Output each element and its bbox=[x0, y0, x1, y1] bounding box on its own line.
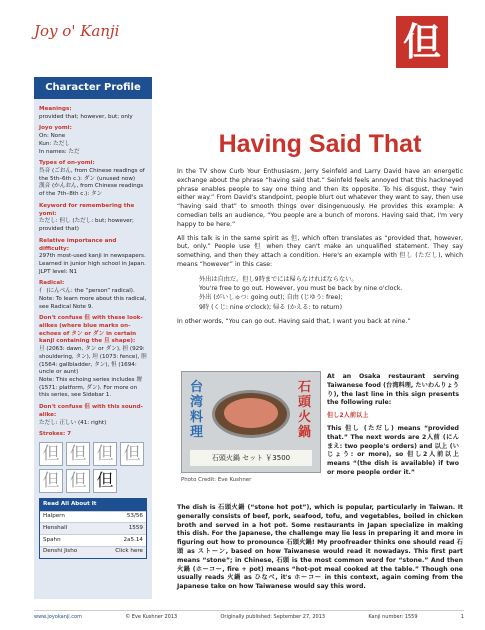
radical-label: Radical: bbox=[39, 280, 65, 287]
name-yomi: In names: ただ bbox=[39, 148, 80, 155]
reference-name: Henshall bbox=[43, 524, 68, 531]
article-body bbox=[177, 168, 463, 332]
types-kanon: 漢音 (かんおん, from Chinese readings of the 7th–8th c.): タン bbox=[39, 183, 144, 198]
restaurant-sign-photo bbox=[181, 371, 321, 473]
denshi-jisho-link[interactable]: Click here bbox=[115, 548, 143, 555]
site-logo bbox=[34, 22, 119, 40]
stroke-step: 但 bbox=[120, 442, 144, 466]
reference-row bbox=[40, 522, 146, 534]
sign-right-text: 石頭火鍋 bbox=[298, 380, 312, 440]
reference-value: 53/56 bbox=[126, 513, 143, 520]
types-label: Types of on-yomi: bbox=[39, 160, 95, 167]
reference-value: 2a5.14 bbox=[123, 536, 143, 543]
keyword-label: Keyword for remembering the yomi: bbox=[39, 202, 135, 217]
meanings-text: provided that; however, but; only bbox=[39, 113, 133, 120]
yomi-label: Joyo yomi: bbox=[39, 125, 72, 132]
photo-credit: Photo Credit: Eve Kushner bbox=[181, 477, 252, 483]
featured-kanji: 但 bbox=[396, 16, 448, 68]
meanings-label: Meanings: bbox=[39, 106, 72, 112]
article-title: Having Said That bbox=[218, 130, 422, 158]
lookalike-text: 旦 (2063: dawn, タン or ダン), 担 (929: shouldering, タン), 坦 (1073: fence), 胆 (1564: gallbladder, タン), 怛 (1694: uncle or aunt) bbox=[39, 346, 147, 376]
closing-paragraph: The dish is 石頭火鍋 (“stone hot pot”), which is popular, particularly in Taiwan. It generally consists of beef, pork, seafood, tofu, and vegetables, boiled in chicken broth and served in a hot pot. Some restaurants in Japan specialize in making this dish. For the Japanese, the challenge may lie less in preparing it and more in figuring out how to pronounce 石頭火鍋! My proofreader thinks one should read 石頭 as ストーン, based on how Taiwanese would read it nowadays. This first part means “stone”; in Chinese, 石頭 is the most common word for “stone.” And then 火鍋 (ホーコー, fire + pot) means “hot-pot meal cooked at the table.” Though one usually reads 火鍋 as ひなべ, it's ホーコー in this context, again coming from the Japanese take on how Taiwanese would say this word. bbox=[177, 504, 463, 591]
stroke-step: 但 bbox=[39, 442, 63, 466]
importance-text: 297th most-used kanji in newspapers. Learned in junior high school in Japan. JLPT level: N1 bbox=[39, 253, 146, 275]
example-gloss: 外出 (がいしゅつ: going out); 自由 (じゆう: free); bbox=[199, 294, 343, 302]
logo-text: Joy o' Kanji bbox=[34, 22, 120, 40]
kun-yomi: Kun: ただし bbox=[39, 140, 70, 147]
copyright: © Eve Kushner 2013 bbox=[125, 614, 178, 620]
publish-date: Originally published: September 27, 2013 bbox=[220, 614, 326, 620]
reference-name: Spahn bbox=[43, 536, 61, 543]
caption-paragraph: This 但し (ただし) means “provided that.” The next words are 2人前 (にんまえ: two people's orders) and 以上 (いじょう: or more), so 但し2人前以上 means “(the dish is available) if two or more people order it.” bbox=[327, 424, 459, 476]
importance-label: Relative importance and difficulty: bbox=[39, 237, 117, 252]
example-gloss: 9時 (くじ: nine o'clock); 帰る (かえる: to return) bbox=[199, 303, 342, 311]
example-japanese: 外出は自由だ。但し9時までには帰らなければならない。 bbox=[199, 275, 358, 283]
stroke-order-grid bbox=[39, 442, 147, 493]
profile-title: Character Profile bbox=[34, 77, 152, 99]
stroke-step: 但 bbox=[39, 469, 63, 493]
article-paragraph: In other words, “You can go out. Having said that, I want you back at nine.” bbox=[177, 317, 411, 325]
stroke-step: 但 bbox=[66, 469, 90, 493]
types-goon: 呉音 (ごおん, from Chinese readings of the 5th–6th c.): ダン (unused now) bbox=[39, 168, 145, 182]
reference-name: Halpern bbox=[43, 513, 65, 520]
kanji-number: Kanji number: 1559 bbox=[368, 614, 418, 620]
example-block bbox=[177, 275, 463, 312]
reference-name: Denshi Jisho bbox=[43, 548, 78, 555]
on-yomi: On: None bbox=[39, 133, 66, 140]
reference-row bbox=[40, 511, 146, 523]
keyword-text: ただし: 但し (ただし: but; however; provided that) bbox=[39, 218, 134, 233]
stroke-step: 但 bbox=[93, 469, 117, 493]
caption-rule: 但し2人前以上 bbox=[327, 412, 369, 420]
page-number: 1 bbox=[460, 614, 464, 620]
page-footer bbox=[34, 610, 464, 620]
reference-title: Read All About It bbox=[40, 499, 146, 511]
reference-value: 1559 bbox=[128, 524, 143, 531]
caption-paragraph: At an Osaka restaurant serving Taiwanese food (台湾料理, たいわんりょうり), the last line in this sign presents the following rule: bbox=[327, 373, 459, 407]
sign-price-strip: 石頭火鍋 セット ￥3500 bbox=[190, 450, 312, 466]
lookalike-note: Note: This echoing series includes 壇 (1571: platform, ダン). For more on this series, see Sidebar 1. bbox=[39, 377, 142, 399]
character-profile-sidebar bbox=[34, 77, 152, 599]
site-url[interactable]: www.joyokanji.com bbox=[34, 614, 82, 620]
stroke-step: 但 bbox=[93, 442, 117, 466]
soundalike-text: ただし: 正しい (41: right) bbox=[39, 419, 107, 426]
reference-row[interactable] bbox=[40, 546, 146, 558]
reference-row bbox=[40, 534, 146, 546]
lookalike-label: Don't confuse 但 with these look-alikes (where blue marks on-echoes of タン or ダン in certain kanji containing the 旦 shape): bbox=[39, 315, 143, 345]
example-translation: You're free to go out. However, you must be back by nine o'clock. bbox=[199, 285, 403, 293]
article-paragraph: In the TV show Curb Your Enthusiasm, Jerry Seinfeld and Larry David have an energetic exchange about the phrase “having said that.” Seinfeld feels annoyed that this hackneyed phrase enables people to say one thing and then its opposite. To his disgust, they “win either way.” From David's standpoint, people blurt out whatever they want to say, then use “having said that” to smooth things over disingenuously. He provides this example: A comedian tells an audience, “You people are a bunch of morons. Having said that, I'm very happy to be here.” bbox=[177, 168, 463, 228]
strokes-label: Strokes: 7 bbox=[39, 431, 72, 438]
stroke-step: 但 bbox=[66, 442, 90, 466]
photo-caption bbox=[327, 373, 459, 482]
soundalike-label: Don't confuse 但 with this sound-alike: bbox=[39, 404, 143, 418]
reference-table bbox=[39, 498, 147, 559]
hot-pot-food bbox=[224, 398, 278, 428]
photo-section bbox=[177, 367, 463, 502]
radical-text: 亻 (にんべん: the “person” radical). Note: To learn more about this radical, see Radical Note 9. bbox=[39, 288, 147, 310]
article-paragraph: All this talk is in the same spirit as 但, which often translates as “provided that, however, but, only.” People use 但 when they can't make an unqualified statement. They say something, and then they attach a condition. Here's an example with 但し (ただし), which means “however” in this case: bbox=[177, 234, 463, 268]
sign-left-text: 台湾料理 bbox=[190, 380, 204, 440]
